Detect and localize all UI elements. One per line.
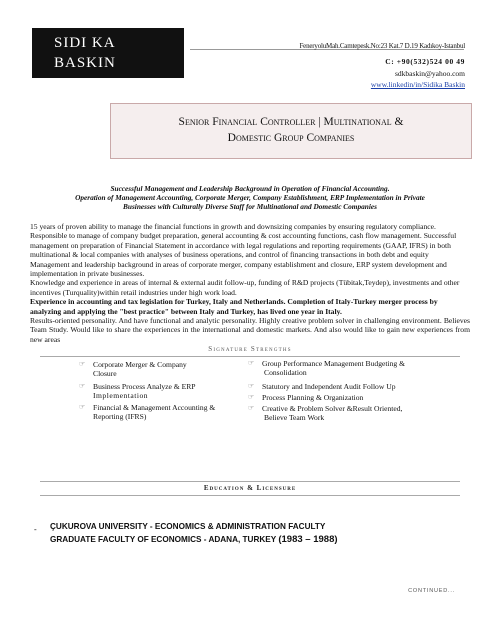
strength-line: Group Performance Management Budgeting & (262, 359, 405, 368)
strength-line: Consolidation (264, 368, 307, 377)
title-box (110, 103, 472, 159)
education-years: (1983 – 1988) (278, 534, 338, 545)
phone: C: +90(532)524 00 49 (385, 57, 465, 66)
strength-item (79, 360, 187, 378)
strength-line: Creative & Problem Solver &Result Oriented, (262, 404, 403, 413)
profile-paragraph: Results-oriented personality. And have functional and analytic personality. Highly creative problem solver in challenging environment. Believes Team Study. Would like to share the experiences in the international and domestic markets. And also would like to gain new experiences from new areas (30, 316, 470, 344)
email[interactable]: sdkbaskin@yahoo.com (394, 69, 465, 78)
name-block (32, 28, 184, 78)
continued-label: CONTINUED... (408, 588, 455, 594)
linkedin-link[interactable]: www.linkedin/in/Sidika Baskin (370, 80, 465, 89)
summary (40, 184, 460, 211)
strength-line: Statutory and Independent Audit Follow Up (262, 382, 396, 391)
pointer-icon: ☞ (248, 404, 255, 412)
strength-item (79, 403, 216, 421)
strength-item (248, 393, 364, 402)
education-heading-text: Education & Licensure (203, 484, 297, 492)
pointer-icon: ☞ (248, 382, 255, 390)
education-heading (40, 484, 460, 498)
education-bullet: - (34, 525, 37, 534)
pointer-icon: ☞ (79, 403, 86, 411)
pointer-icon: ☞ (79, 360, 86, 368)
education-faculty-text: GRADUATE FACULTY OF ECONOMICS - ADANA, TURKEY (50, 535, 277, 544)
address: FeneryoluMah.Camtepesk.No:23 Kat.7 D.19 Kadıkoy-Istanbul (299, 42, 465, 50)
strength-line: Implementation (93, 391, 149, 400)
strength-line: Reporting (IFRS) (93, 412, 147, 421)
strength-line: Corporate Merger & Company (93, 360, 187, 369)
strength-line: Closure (93, 369, 117, 378)
strengths-heading (40, 345, 460, 357)
profile-paragraph: Experience in accounting and tax legislation for Turkey, Italy and Netherlands. Completion of Italy-Turkey merger process by analyzing and applying the "best practice" between Italy and Turkey, has lived one year in Italy. (30, 297, 438, 316)
summary-line-3: Businesses with Culturally Diverse Staff for Multinational and Domestic Companies (123, 202, 377, 211)
education-rule-bottom (40, 495, 460, 496)
strength-line: Believe Team Work (264, 413, 325, 422)
pointer-icon: ☞ (248, 393, 255, 401)
strength-line: Financial & Management Accounting & (93, 403, 216, 412)
strength-item (79, 382, 196, 400)
education-university: ÇUKUROVA UNIVERSITY - ECONOMICS & ADMINISTRATION FACULTY (50, 522, 326, 531)
strength-line: Business Process Analyze & ERP (93, 382, 196, 391)
summary-line-2: Operation of Management Accounting, Corporate Merger, Company Establishment, ERP Implementation in Private (75, 193, 425, 202)
strength-item (248, 404, 403, 422)
profile-section (30, 222, 470, 344)
profile-paragraph: Management and leadership background in areas of corporate merger, company establishment and closure, ERP system development and implementation in private businesses. (30, 259, 447, 279)
strength-item (248, 382, 396, 391)
profile-paragraph: Knowledge and experience in areas of internal & external audit follow-up, funding of R&D projects (Tübitak,Teydep), investments and other incentives (Turquality)within retail industries under high work load. (30, 278, 460, 297)
title-line-2: Domestic Group Companies (227, 132, 355, 144)
title-line-1: Senior Financial Controller | Multinational & (178, 116, 404, 128)
profile-paragraph: 15 years of proven ability to manage the financial functions in growth and downsizing companies by ensuring regulatory compliance. Responsible to manage of company budget preparation, general accounting & cost accounting functions, cash flow management. Successful management on preparation of Financial Statement in accordance with legal regulations and reporting requirements (GAAP, IFRS) in both multinational & local companies with analyses of business operations, and control of financing transactions in both debt and equity (30, 222, 457, 260)
strengths-rule (40, 356, 460, 357)
name-first: SIDI KA (54, 35, 116, 51)
summary-line-1: Successful Management and Leadership Background in Operation of Financial Accounting. (110, 184, 390, 193)
pointer-icon: ☞ (248, 359, 255, 367)
education-faculty (50, 534, 338, 545)
strengths-heading-text: Signature Strengths (208, 345, 292, 353)
education-rule-top (40, 481, 460, 482)
strength-item (248, 359, 405, 377)
strength-line: Process Planning & Organization (262, 393, 364, 402)
pointer-icon: ☞ (79, 382, 86, 390)
name-last: BASKIN (54, 55, 116, 71)
